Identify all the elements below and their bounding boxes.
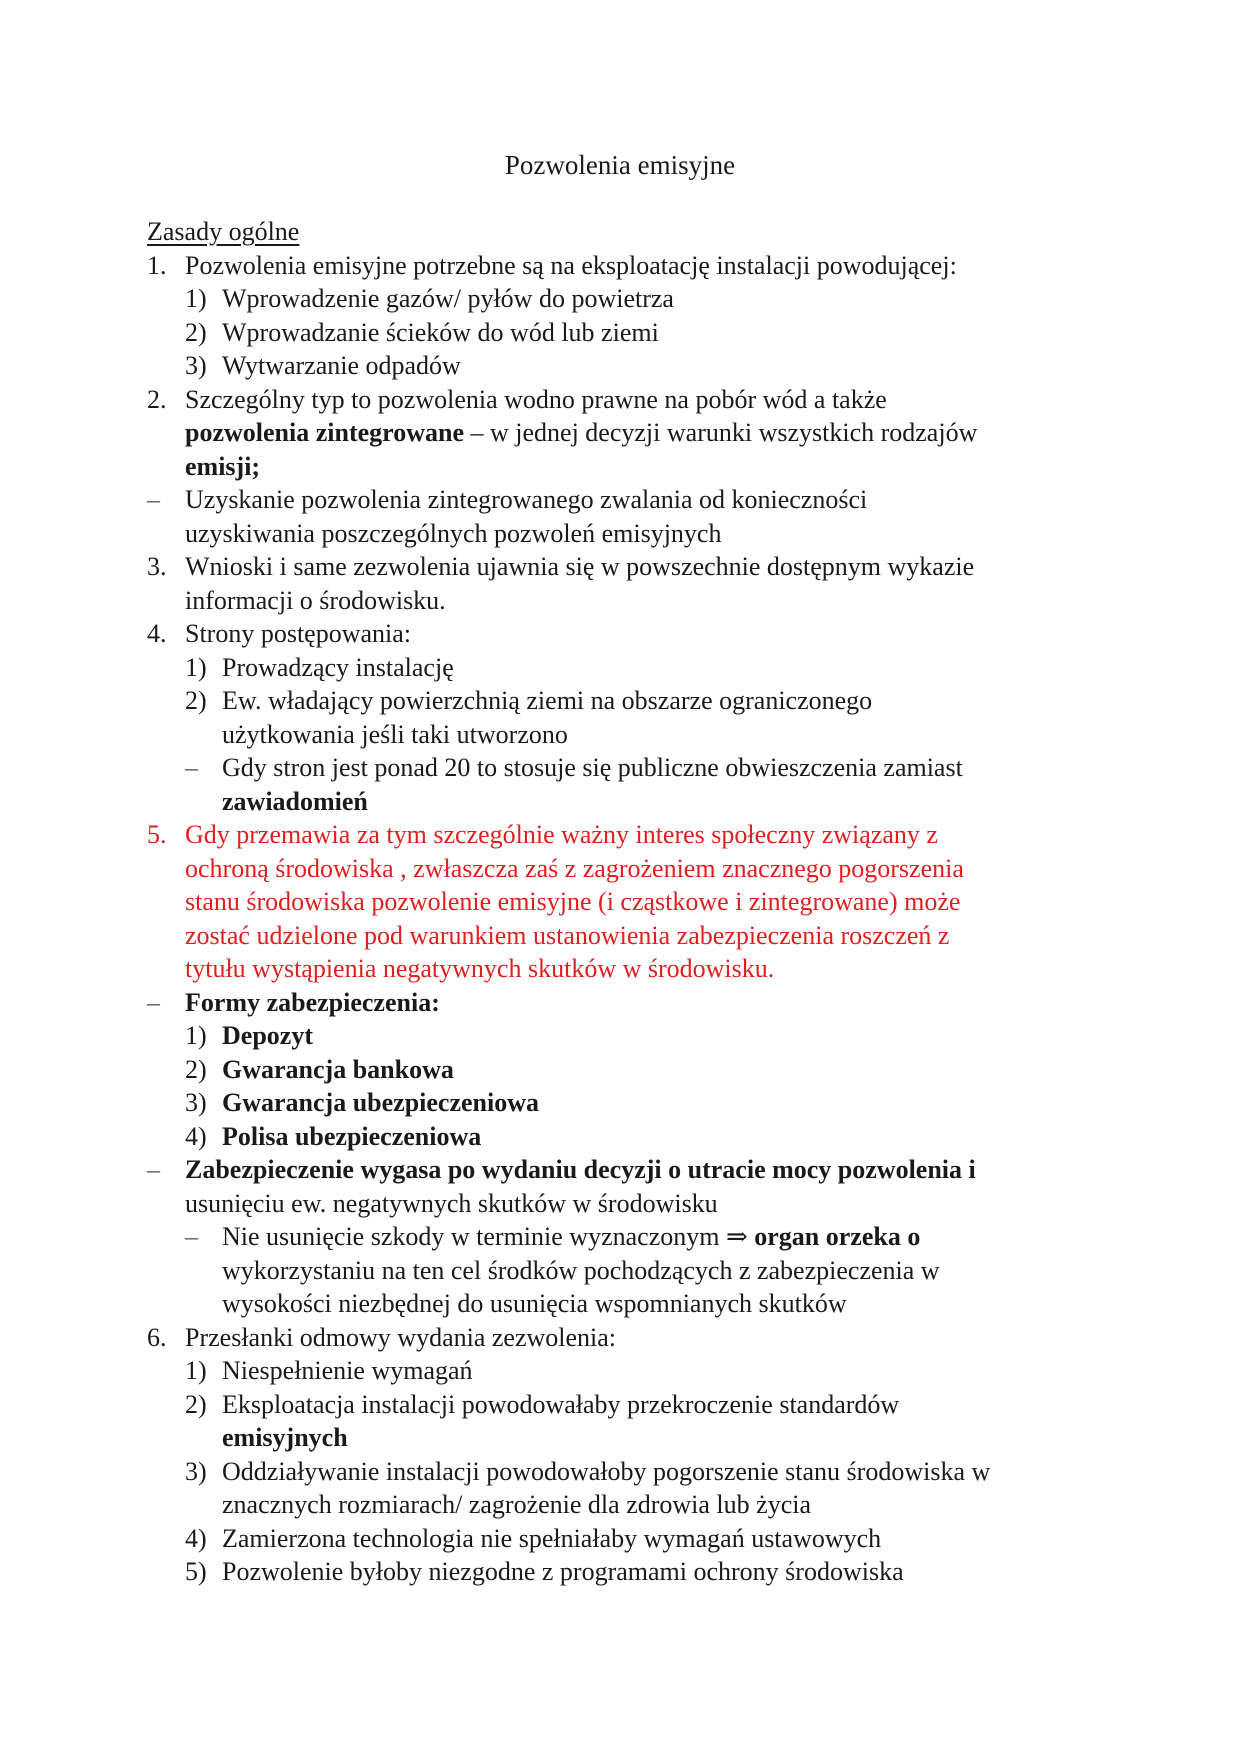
sub-item-line: Oddziaływanie instalacji powodowałoby pogorszenie stanu środowiska w bbox=[222, 1456, 991, 1486]
arrow-icon: ⇒ bbox=[725, 1222, 748, 1251]
dash-item bbox=[147, 986, 1107, 1020]
sub-item bbox=[147, 1455, 1107, 1522]
dash-marker: – bbox=[147, 485, 160, 514]
sub-marker: 3) bbox=[185, 1456, 207, 1486]
sub-item-line: Ew. władający powierzchnią ziemi na obszarze ograniczonego bbox=[222, 686, 873, 715]
sub-item-text: Depozyt bbox=[222, 1021, 313, 1050]
sub-item bbox=[147, 282, 1107, 316]
document-body bbox=[147, 215, 1107, 1589]
list-item-line: Wnioski i same zezwolenia ujawnia się w powszechnie dostępnym wykazie bbox=[185, 552, 975, 581]
sub-marker: 3) bbox=[185, 351, 207, 380]
sub-item bbox=[147, 1086, 1107, 1120]
sub-marker: 4) bbox=[185, 1121, 207, 1151]
list-marker: 2. bbox=[147, 384, 167, 414]
section-heading: Zasady ogólne bbox=[147, 217, 300, 246]
sub-item bbox=[147, 1354, 1107, 1388]
sub-marker: 3) bbox=[185, 1088, 207, 1117]
sub-marker: 2) bbox=[185, 1389, 207, 1419]
document-title: Pozwolenia emisyjne bbox=[504, 150, 736, 180]
sub-item-text: Nie usunięcie szkody w terminie wyznaczonym bbox=[222, 1222, 726, 1251]
list-marker: 5. bbox=[147, 820, 167, 849]
dash-line: uzyskiwania poszczególnych pozwoleń emisyjnych bbox=[185, 518, 722, 548]
sub-item-text: Prowadzący instalację bbox=[222, 652, 454, 682]
sub-marker: 1) bbox=[185, 652, 207, 682]
sub-marker: 5) bbox=[185, 1557, 207, 1586]
bold-term: zawiadomień bbox=[222, 786, 368, 816]
sub-item bbox=[147, 1019, 1107, 1053]
list-item-line: informacji o środowisku. bbox=[185, 585, 446, 615]
sub-dash-item bbox=[147, 751, 1107, 818]
list-item-text: Pozwolenia emisyjne potrzebne są na eksploatację instalacji powodującej: bbox=[185, 250, 957, 280]
sub-dash-item bbox=[147, 1220, 1107, 1321]
bold-term: Zabezpieczenie wygasa po wydaniu decyzji o utracie mocy pozwolenia i bbox=[185, 1155, 976, 1184]
list-item-text: Strony postępowania: bbox=[185, 619, 412, 648]
sub-marker: 2) bbox=[185, 1054, 207, 1084]
sub-item-text: Wprowadzenie gazów/ pyłów do powietrza bbox=[222, 284, 674, 313]
list-item-text: Przesłanki odmowy wydania zezwolenia: bbox=[185, 1322, 617, 1352]
list-marker: 4. bbox=[147, 619, 167, 648]
sub-item bbox=[147, 349, 1107, 383]
sub-item bbox=[147, 1522, 1107, 1556]
list-item-text: – w jednej decyzji warunki wszystkich rodzajów bbox=[464, 418, 978, 447]
sub-marker: 4) bbox=[185, 1523, 207, 1553]
bold-term: emisyjnych bbox=[222, 1423, 348, 1452]
list-item-6 bbox=[147, 1321, 1107, 1355]
list-item-1 bbox=[147, 249, 1107, 283]
list-marker: 3. bbox=[147, 552, 167, 581]
sub-item-line: wykorzystaniu na ten cel środków pochodzących z zabezpieczenia w bbox=[222, 1255, 940, 1285]
sub-item-text: Polisa ubezpieczeniowa bbox=[222, 1121, 482, 1151]
list-item-5 bbox=[147, 818, 1107, 986]
list-item-line: Szczególny typ to pozwolenia wodno prawne na pobór wód a także bbox=[185, 384, 887, 414]
dash-marker: – bbox=[185, 1222, 198, 1251]
sub-item-text: Wprowadzanie ścieków do wód lub ziemi bbox=[222, 317, 659, 347]
dash-item bbox=[147, 483, 1107, 550]
dash-marker: – bbox=[147, 1155, 160, 1184]
sub-item bbox=[147, 1555, 1107, 1589]
sub-item-line: wysokości niezbędnej do usunięcia wspomnianych skutków bbox=[222, 1289, 847, 1318]
sub-item bbox=[147, 1120, 1107, 1154]
sub-item-line bbox=[222, 1220, 1107, 1254]
sub-marker: 1) bbox=[185, 284, 207, 313]
dash-line: usunięciu ew. negatywnych skutków w środowisku bbox=[185, 1188, 718, 1218]
sub-item bbox=[147, 1053, 1107, 1087]
list-item-line bbox=[185, 416, 1107, 450]
sub-item-text: Niespełnienie wymagań bbox=[222, 1356, 473, 1385]
sub-item-line: Gdy stron jest ponad 20 to stosuje się publiczne obwieszczenia zamiast bbox=[222, 753, 963, 782]
highlighted-line: ochroną środowiska , zwłaszcza zaś z zagrożeniem znacznego pogorszenia bbox=[185, 853, 964, 883]
sub-item bbox=[147, 316, 1107, 350]
list-marker: 6. bbox=[147, 1322, 167, 1352]
sub-item-text: Zamierzona technologia nie spełniałaby wymagań ustawowych bbox=[222, 1523, 882, 1553]
sub-marker: 2) bbox=[185, 686, 207, 715]
list-marker: 1. bbox=[147, 250, 167, 280]
sub-item-text: Gwarancja ubezpieczeniowa bbox=[222, 1088, 540, 1117]
sub-item-text: Gwarancja bankowa bbox=[222, 1054, 454, 1084]
list-item-3 bbox=[147, 550, 1107, 617]
sub-item-text: Wytwarzanie odpadów bbox=[222, 351, 461, 380]
sub-item bbox=[147, 651, 1107, 685]
bold-term: organ orzeka o bbox=[747, 1222, 921, 1251]
sub-item-line: znacznych rozmiarach/ zagrożenie dla zdrowia lub życia bbox=[222, 1490, 811, 1519]
dash-marker: – bbox=[185, 753, 198, 782]
forms-label: Formy zabezpieczenia: bbox=[185, 987, 440, 1017]
dash-marker: – bbox=[147, 987, 160, 1017]
highlighted-line: Gdy przemawia za tym szczególnie ważny interes społeczny związany z bbox=[185, 820, 938, 849]
list-item-2 bbox=[147, 383, 1107, 484]
bold-term: pozwolenia zintegrowane bbox=[185, 418, 464, 447]
list-item-4 bbox=[147, 617, 1107, 651]
sub-item-line: Eksploatacja instalacji powodowałaby przekroczenie standardów bbox=[222, 1389, 900, 1419]
sub-marker: 2) bbox=[185, 317, 207, 347]
sub-item bbox=[147, 1388, 1107, 1455]
highlighted-line: stanu środowiska pozwolenie emisyjne (i cząstkowe i zintegrowane) może bbox=[185, 887, 961, 916]
bold-term: emisji; bbox=[185, 451, 261, 481]
sub-marker: 1) bbox=[185, 1356, 207, 1385]
highlighted-line: tytułu wystąpienia negatywnych skutków w środowisku. bbox=[185, 954, 775, 983]
dash-item bbox=[147, 1153, 1107, 1220]
dash-line: Uzyskanie pozwolenia zintegrowanego zwalania od konieczności bbox=[185, 485, 868, 514]
sub-marker: 1) bbox=[185, 1021, 207, 1050]
sub-item-line: użytkowania jeśli taki utworzono bbox=[222, 719, 568, 749]
highlighted-line: zostać udzielone pod warunkiem ustanowienia zabezpieczenia roszczeń z bbox=[185, 920, 950, 950]
sub-item-text: Pozwolenie byłoby niezgodne z programami ochrony środowiska bbox=[222, 1557, 904, 1586]
sub-item bbox=[147, 684, 1107, 751]
